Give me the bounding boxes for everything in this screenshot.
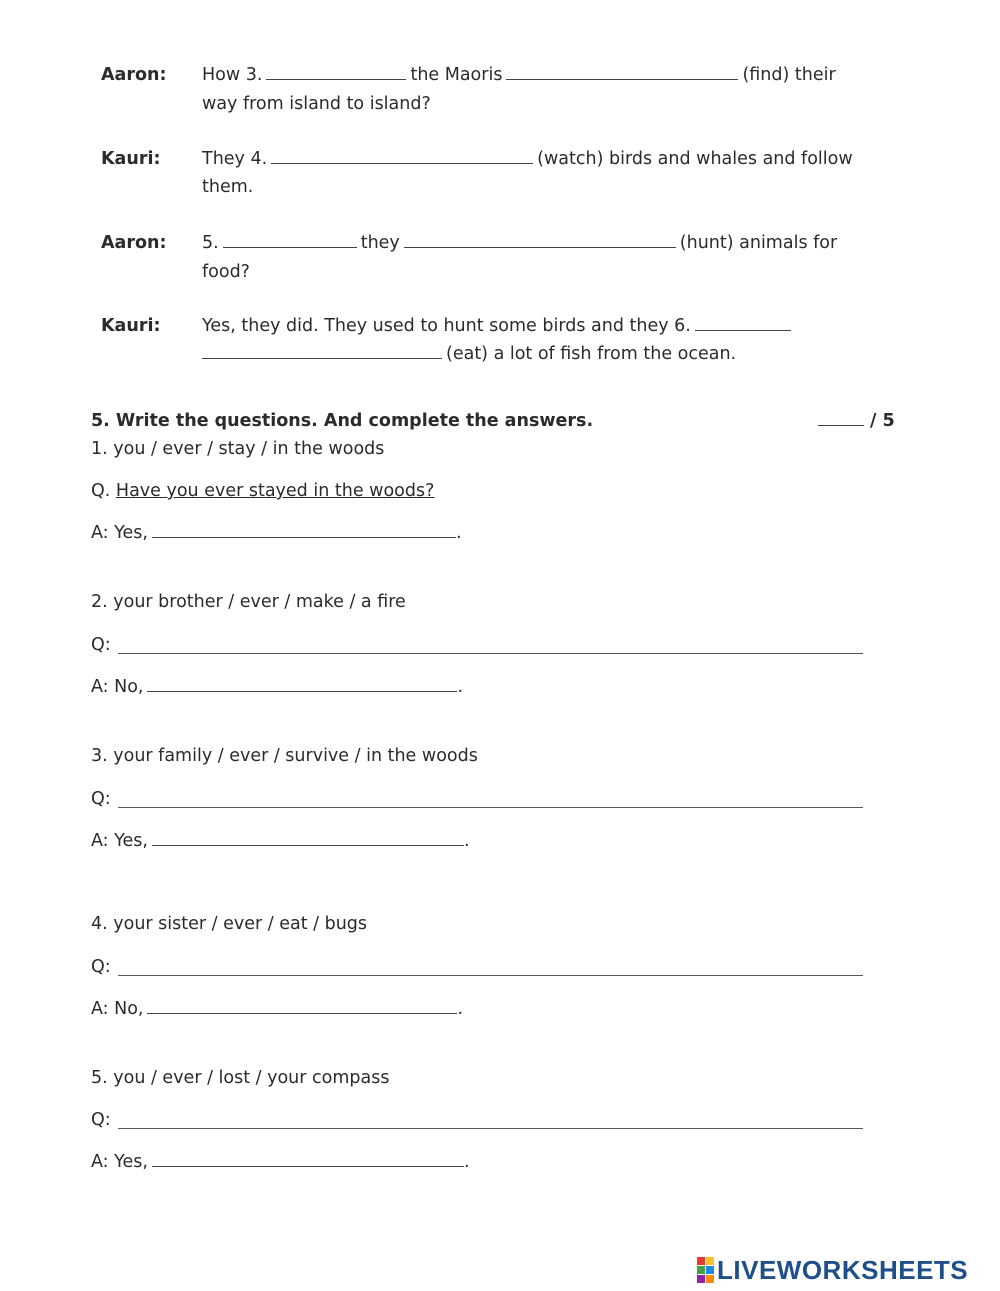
dialogue-text: they (360, 233, 400, 253)
dialogue-text: (watch) birds and whales and follow (537, 149, 853, 169)
a-label: A: No, (91, 677, 144, 697)
answer-blank[interactable] (202, 340, 442, 359)
answer-blank[interactable] (147, 995, 457, 1014)
answer-blank[interactable] (506, 61, 738, 80)
answer-row (91, 519, 462, 547)
a-label: A: No, (91, 999, 144, 1019)
answer-row (91, 1148, 470, 1176)
dialogue-text: way from island to island? (202, 94, 431, 114)
period: . (455, 523, 462, 543)
period: . (457, 999, 464, 1019)
liveworksheets-logo (697, 1254, 968, 1286)
dialogue-text: They 4. (202, 149, 268, 169)
logo-block (697, 1257, 705, 1265)
dialogue-line (202, 145, 853, 173)
logo-block (706, 1257, 714, 1265)
dialogue-line (202, 312, 795, 340)
answer-blank[interactable] (152, 519, 456, 538)
dialogue-text: (hunt) animals for (679, 233, 838, 253)
item-prompt: 5. you / ever / lost / your compass (91, 1068, 390, 1088)
period: . (463, 1152, 470, 1172)
answer-blank[interactable] (152, 827, 464, 846)
section-heading: 5. Write the questions. And complete the answers. (91, 411, 594, 431)
dialogue-line (202, 340, 736, 368)
example-question: Have you ever stayed in the woods? (115, 481, 435, 501)
question-blank[interactable] (118, 807, 863, 808)
q-label: Q: (91, 789, 111, 809)
logo-block (706, 1266, 714, 1274)
question-row (91, 477, 434, 505)
q-label: Q: (91, 957, 111, 977)
speaker-kauri: Kauri: (101, 149, 161, 169)
dialogue-text: the Maoris (410, 65, 503, 85)
dialogue-text: them. (202, 177, 254, 197)
dialogue-text: food? (202, 262, 250, 282)
answer-blank[interactable] (266, 61, 406, 80)
question-blank[interactable] (118, 975, 863, 976)
dialogue-text: 5. (202, 233, 219, 253)
dialogue-text: (eat) a lot of fish from the ocean. (446, 344, 737, 364)
answer-row (91, 827, 470, 855)
logo-text: LIVEWORKSHEETS (717, 1254, 969, 1285)
item-prompt: 1. you / ever / stay / in the woods (91, 439, 385, 459)
logo-block (706, 1275, 714, 1283)
speaker-aaron: Aaron: (101, 65, 167, 85)
speaker-aaron: Aaron: (101, 233, 167, 253)
logo-block (697, 1266, 705, 1274)
dialogue-text: How 3. (202, 65, 263, 85)
answer-blank[interactable] (152, 1148, 464, 1167)
answer-row (91, 995, 463, 1023)
question-blank[interactable] (118, 653, 863, 654)
answer-blank[interactable] (147, 673, 457, 692)
answer-blank[interactable] (404, 229, 676, 248)
answer-blank[interactable] (695, 312, 791, 331)
period: . (457, 677, 464, 697)
a-label: A: Yes, (91, 523, 148, 543)
dialogue-text: Yes, they did. They used to hunt some birds and they 6. (202, 316, 691, 336)
q-label: Q: (91, 1110, 111, 1130)
answer-row (91, 673, 463, 701)
item-prompt: 3. your family / ever / survive / in the woods (91, 746, 478, 766)
item-prompt: 2. your brother / ever / make / a fire (91, 592, 406, 612)
score-field[interactable] (818, 407, 895, 435)
logo-block (697, 1275, 705, 1283)
score-total: / 5 (870, 411, 895, 431)
dialogue-line (202, 61, 836, 89)
a-label: A: Yes, (91, 831, 148, 851)
a-label: A: Yes, (91, 1152, 148, 1172)
logo-blocks-icon (697, 1257, 714, 1283)
period: . (463, 831, 470, 851)
answer-blank[interactable] (223, 229, 357, 248)
score-blank[interactable] (818, 407, 864, 426)
speaker-kauri: Kauri: (101, 316, 161, 336)
dialogue-text: (find) their (742, 65, 836, 85)
q-label: Q: (91, 635, 111, 655)
q-label: Q. (91, 481, 111, 501)
item-prompt: 4. your sister / ever / eat / bugs (91, 914, 368, 934)
answer-blank[interactable] (271, 145, 533, 164)
question-blank[interactable] (118, 1128, 863, 1129)
dialogue-line (202, 229, 837, 257)
